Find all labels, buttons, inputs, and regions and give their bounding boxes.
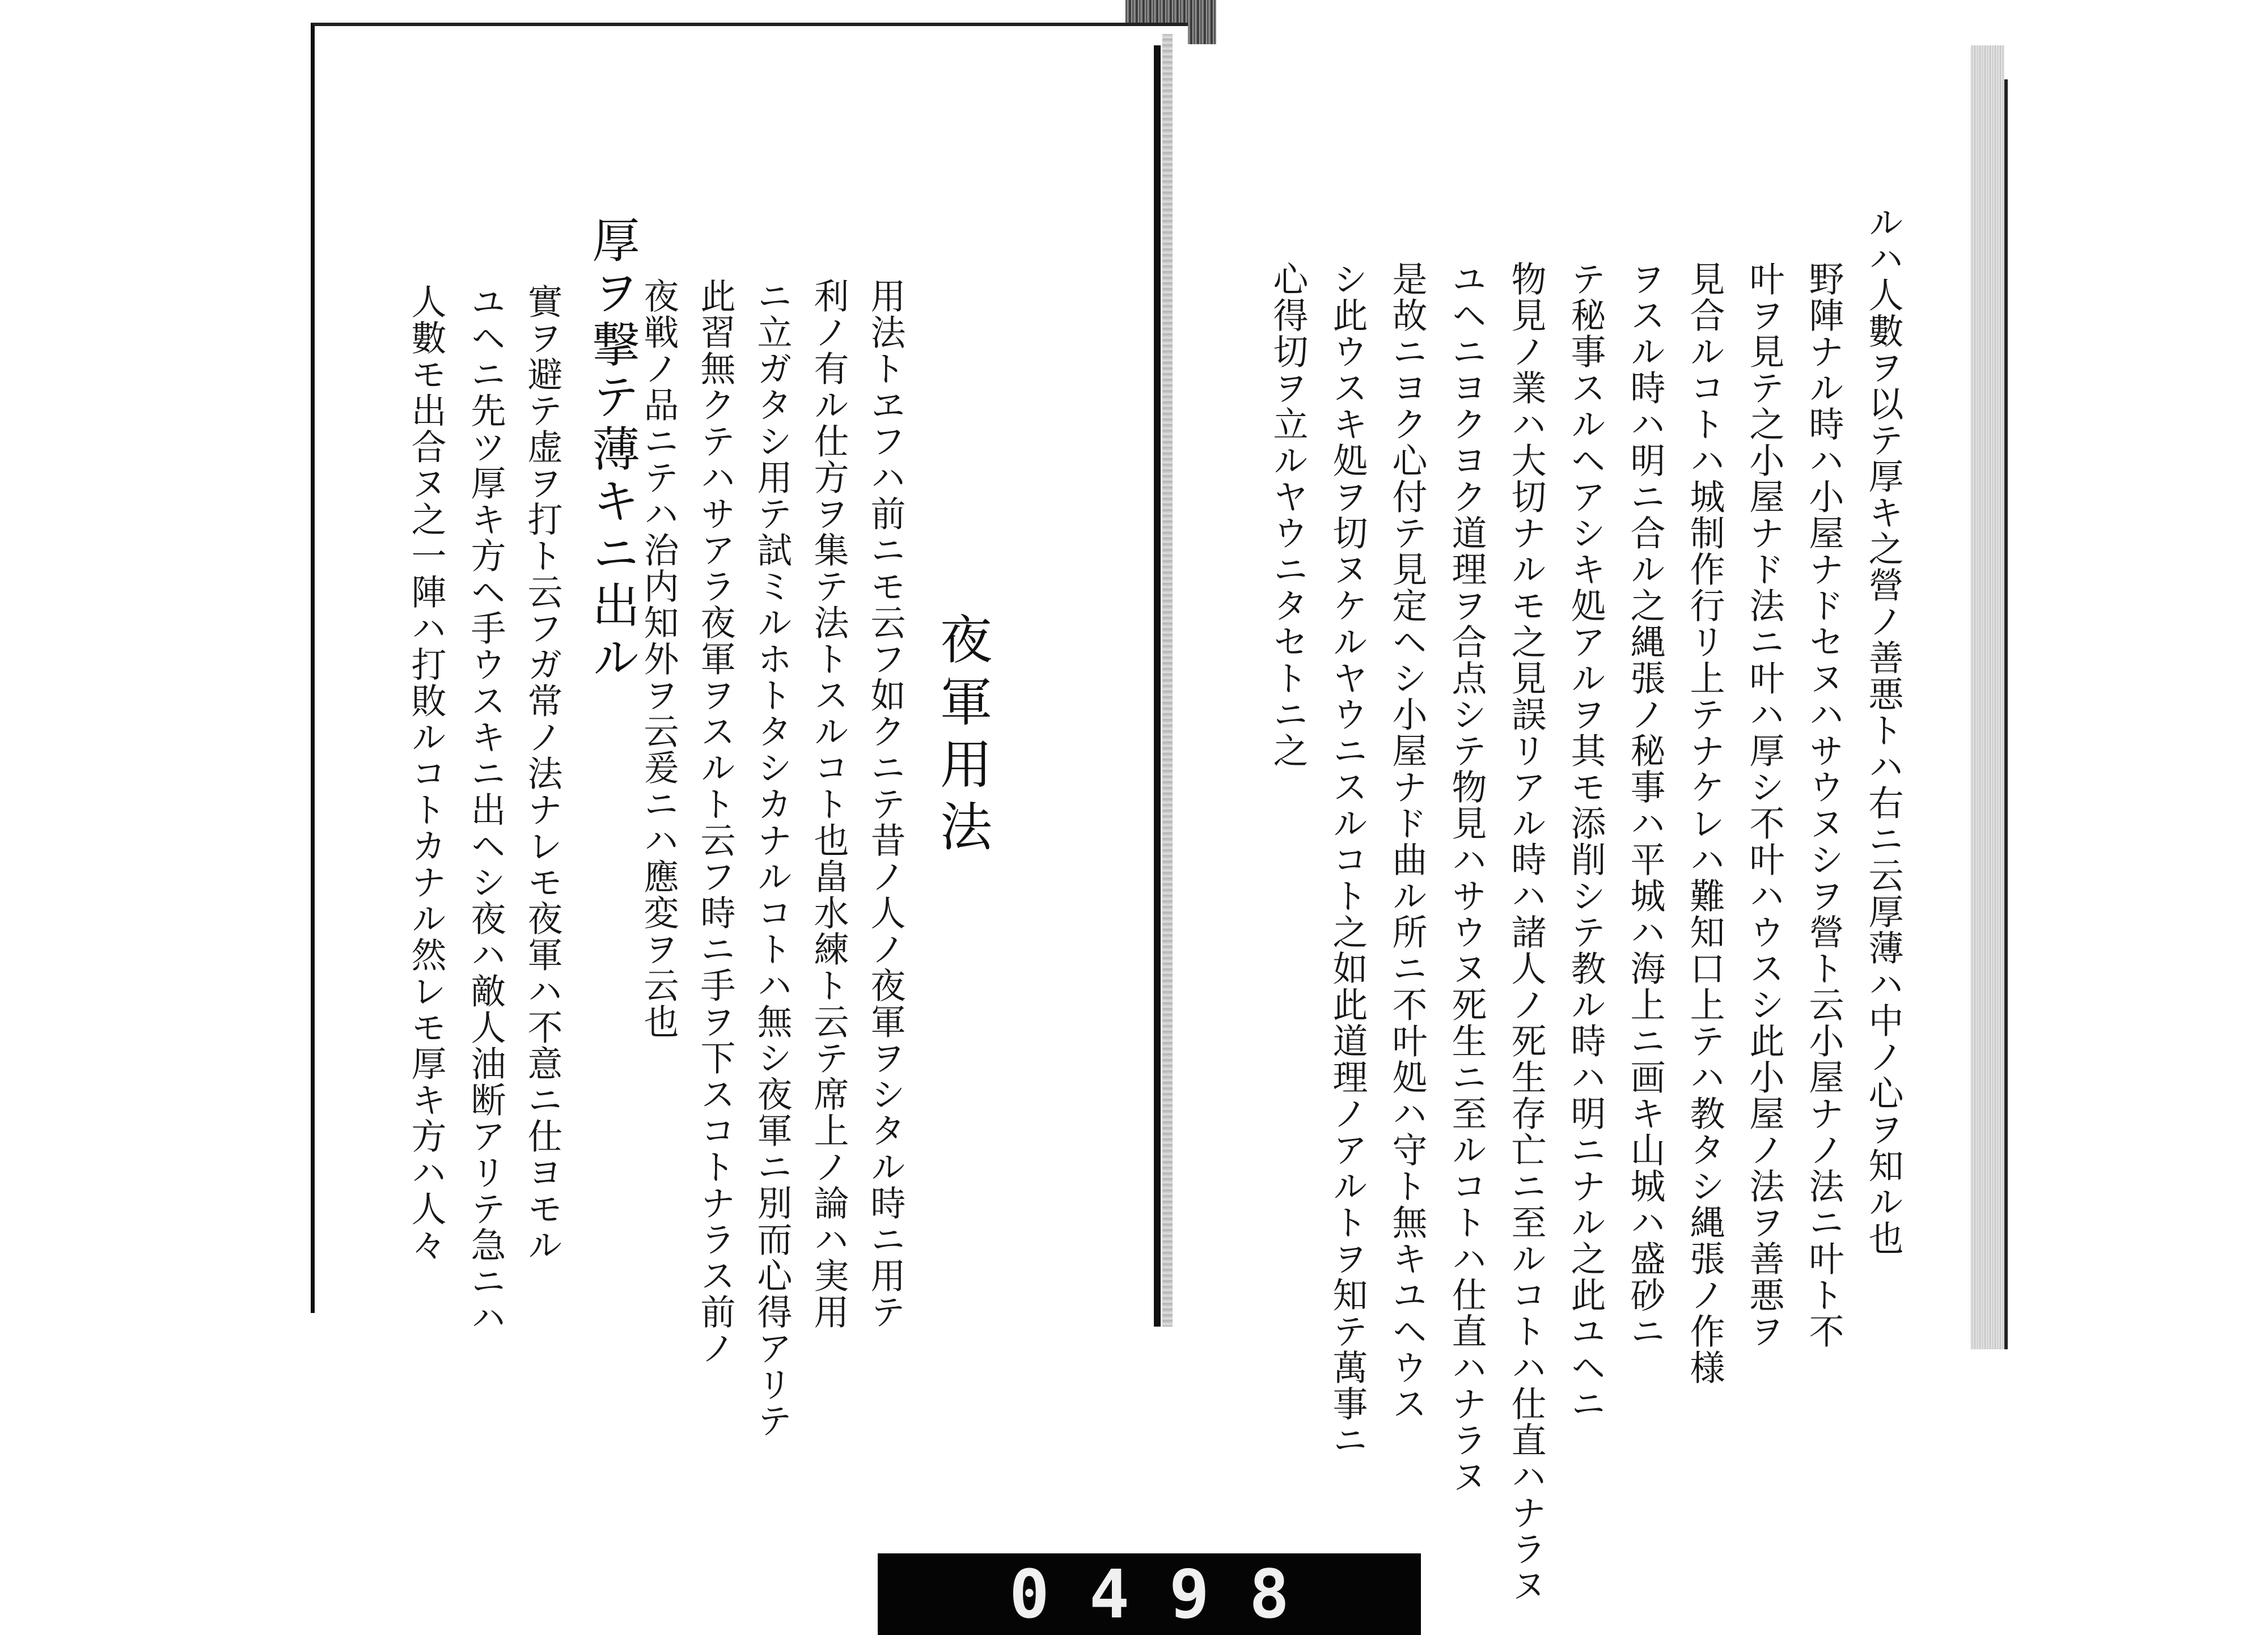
left-page-subheading: 厚ヲ撃テ薄キニ出ル xyxy=(585,215,640,685)
right-column-9: 是故ニヨク心付テ見定ヘシ小屋ナド曲ル所ニ不叶処ハ守ト無キユヘウス xyxy=(1386,261,1428,1422)
right-column-4: 見合ルコトハ城制作行リ上テナケレハ難知口上テハ教タシ縄張ノ作様 xyxy=(1684,261,1725,1386)
right-column-6: テ秘事スルヘアシキ処アルヲ其モ添削シテ教ル時ハ明ニナル之此ユヘニ xyxy=(1565,261,1606,1422)
left-column-6: 實ヲ避テ虚ヲ打ト云フガ常ノ法ナレモ夜軍ハ不意ニ仕ヨモル xyxy=(522,283,563,1263)
right-page-edge xyxy=(1970,45,2004,1349)
left-spine-shadow xyxy=(1162,34,1173,1327)
right-column-1: ルハ人數ヲ以テ厚キ之營ノ善悪トハ右ニ云厚薄ハ中ノ心ヲ知ル也 xyxy=(1863,204,1904,1256)
right-column-11: 心得切ヲ立ルヤウニタセトニ之 xyxy=(1267,261,1309,769)
right-column-2: 野陣ナル時ハ小屋ナドセヌハサウヌシヲ營ト云小屋ナノ法ニ叶ト不 xyxy=(1803,261,1844,1349)
left-column-3: ニ立ガタシ用テ試ミルホトタシカナルコトハ無シ夜軍ニ別而心得アリテ xyxy=(751,278,793,1439)
frame-number-label xyxy=(878,1553,1421,1635)
left-column-8: 人數モ出合ヌ之一陣ハ打敗ルコトカナル然レモ厚キ方ハ人々 xyxy=(405,283,447,1263)
left-column-7: ユヘニ先ツ厚キ方ヘ手ウスキニ出ヘシ夜ハ敵人油断アリテ急ニハ xyxy=(465,283,506,1336)
left-column-4: 此習無クテハサアラ夜軍ヲスルト云フ時ニ手ヲ下スコトナラス前ノ xyxy=(695,278,736,1366)
right-column-5: ヲスル時ハ明ニ合ル之縄張ノ秘事ハ平城ハ海上ニ画キ山城ハ盛砂ニ xyxy=(1624,261,1666,1349)
right-column-7: 物見ノ業ハ大切ナルモ之見誤リアル時ハ諸人ノ死生存亡ニ至ルコトハ仕直ハナラヌ xyxy=(1505,261,1547,1603)
left-spine xyxy=(1154,45,1161,1327)
right-column-3: 叶ヲ見テ之小屋ナド法ニ叶ハ厚シ不叶ハウスシ此小屋ノ法ヲ善悪ヲ xyxy=(1744,261,1785,1349)
left-page-heading: 夜軍用法 xyxy=(932,612,992,862)
left-column-1: 用法トヱフハ前ニモ云フ如クニテ昔ノ人ノ夜軍ヲシタル時ニ用テ xyxy=(865,278,906,1330)
right-border-rule xyxy=(2004,79,2008,1349)
left-column-2: 利ノ有ル仕方ヲ集テ法トスルコト也畠水練ト云テ席上ノ論ハ実用 xyxy=(808,278,849,1330)
frame-number-text: 0498 xyxy=(1009,1555,1330,1633)
right-column-10: シ此ウスキ処ヲ切ヌケルヤウニスルコト之如此道理ノアルトヲ知テ萬事ニ xyxy=(1327,261,1368,1458)
left-column-5: 夜戦ノ品ニテハ治内知外ヲ云爰ニハ應変ヲ云也 xyxy=(638,278,679,1040)
right-column-8: ユヘニヨクヨク道理ヲ合点シテ物見ハサウヌ死生ニ至ルコトハ仕直ハナラヌ xyxy=(1446,261,1487,1494)
